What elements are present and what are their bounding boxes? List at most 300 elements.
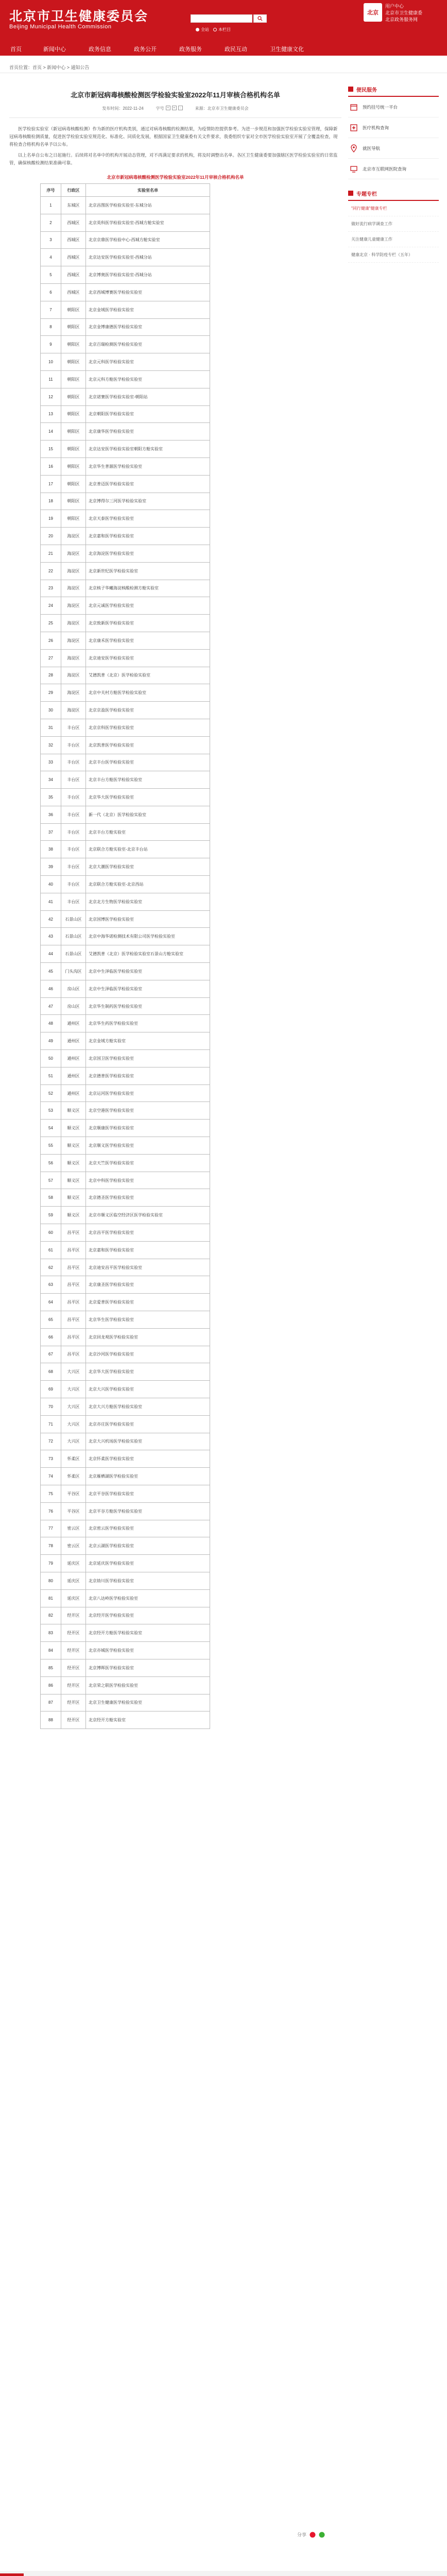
nav-gov-service[interactable]: 政务服务 — [179, 46, 202, 53]
row-district: 昌平区 — [61, 1241, 86, 1259]
article — [9, 77, 341, 1729]
table-row — [41, 1624, 210, 1642]
table-row — [41, 440, 210, 458]
row-index: 21 — [41, 545, 61, 562]
row-district: 丰台区 — [61, 719, 86, 736]
table-row — [41, 1015, 210, 1032]
row-district: 延庆区 — [61, 1555, 86, 1572]
row-lab-name: 新一代（北京）医学检验实验室 — [86, 806, 210, 823]
table-row — [41, 214, 210, 231]
row-district: 海淀区 — [61, 649, 86, 667]
row-lab-name: 北京华大医学检验实验室 — [86, 789, 210, 806]
row-index: 87 — [41, 1694, 61, 1711]
row-district: 通州区 — [61, 1050, 86, 1067]
table-row — [41, 493, 210, 510]
calendar-icon — [349, 103, 358, 112]
site-logo-text[interactable]: 北京市卫生健康委员会 — [9, 9, 149, 24]
row-index: 64 — [41, 1294, 61, 1311]
table-row — [41, 1433, 210, 1450]
row-index: 45 — [41, 963, 61, 980]
row-district: 朝阳区 — [61, 318, 86, 336]
row-index: 13 — [41, 405, 61, 423]
col-header-lab: 实验室名单 — [86, 184, 210, 197]
row-index: 58 — [41, 1189, 61, 1207]
table-row — [41, 545, 210, 562]
row-index: 72 — [41, 1433, 61, 1450]
table-row — [41, 1398, 210, 1415]
table-row — [41, 1450, 210, 1468]
row-lab-name: 北京元科医学检验实验室 — [86, 353, 210, 371]
table-row — [41, 1311, 210, 1329]
row-index: 75 — [41, 1485, 61, 1502]
row-index: 61 — [41, 1241, 61, 1259]
row-index: 6 — [41, 283, 61, 301]
site-header — [0, 0, 447, 56]
col-header-index: 序号 — [41, 184, 61, 197]
row-index: 18 — [41, 493, 61, 510]
table-row — [41, 1381, 210, 1398]
table-row — [41, 336, 210, 353]
row-district: 海淀区 — [61, 597, 86, 615]
row-index: 49 — [41, 1032, 61, 1050]
row-lab-name: 北京北方生物医学检验实验室 — [86, 893, 210, 910]
row-lab-name: 北京博奥医学检验实验室-西城分站 — [86, 266, 210, 284]
row-lab-name: 北京丰台医学检验实验室 — [86, 754, 210, 771]
row-district: 丰台区 — [61, 893, 86, 910]
table-row — [41, 1224, 210, 1242]
row-index: 31 — [41, 719, 61, 736]
topic-link[interactable]: 健康北京 · 科学防疫专栏（五年） — [348, 247, 439, 263]
row-index: 54 — [41, 1120, 61, 1137]
font-medium-icon[interactable]: = — [172, 106, 177, 110]
row-index: 11 — [41, 370, 61, 388]
row-lab-name: 北京大潮医学检验实验室 — [86, 858, 210, 876]
table-row — [41, 667, 210, 684]
table-row — [41, 1207, 210, 1224]
row-district: 丰台区 — [61, 789, 86, 806]
header-link-commission[interactable]: 北京市卫生健康委 — [385, 10, 423, 15]
topic-link[interactable]: 关注健康儿童健康工作 — [348, 232, 439, 247]
row-district: 昌平区 — [61, 1224, 86, 1242]
row-index: 19 — [41, 510, 61, 528]
row-district: 大兴区 — [61, 1398, 86, 1415]
row-district: 海淀区 — [61, 615, 86, 632]
table-row — [41, 1607, 210, 1624]
table-row — [41, 719, 210, 736]
footer-links-label — [0, 2573, 24, 2576]
row-index: 80 — [41, 1572, 61, 1589]
nav-gov-open[interactable]: 政务公开 — [134, 46, 157, 53]
row-lab-name: 北京华大医学检验实验室 — [86, 1363, 210, 1381]
table-row — [41, 1241, 210, 1259]
nav-interaction[interactable]: 政民互动 — [225, 46, 247, 53]
row-district: 石景山区 — [61, 928, 86, 945]
row-index: 1 — [41, 197, 61, 214]
row-index: 15 — [41, 440, 61, 458]
row-district: 海淀区 — [61, 684, 86, 702]
table-row — [41, 1589, 210, 1607]
breadcrumb[interactable]: 首页位置：首页 > 新闻中心 > 通知公告 — [9, 65, 90, 70]
row-district: 经开区 — [61, 1711, 86, 1729]
row-lab-name: 北京爱普医学检验实验室 — [86, 1294, 210, 1311]
row-lab-name: 北京康禾医学检验实验室 — [86, 632, 210, 649]
table-row — [41, 649, 210, 667]
row-lab-name: 北京荣之联医学检验实验室 — [86, 1676, 210, 1694]
section-marker-icon — [348, 191, 353, 196]
row-lab-name: 北京中海华诺检测技术有限公司医学检验实验室 — [86, 928, 210, 945]
table-row — [41, 1276, 210, 1294]
row-lab-name: 北京英科医学检验实验室-西城方舱实验室 — [86, 214, 210, 231]
col-header-district: 行政区 — [61, 184, 86, 197]
row-lab-name: 北京中生泽临医学检验实验室 — [86, 980, 210, 997]
row-index: 53 — [41, 1102, 61, 1120]
row-index: 55 — [41, 1137, 61, 1155]
row-district: 朝阳区 — [61, 301, 86, 318]
row-district: 石景山区 — [61, 945, 86, 963]
table-row — [41, 893, 210, 910]
search-button[interactable] — [253, 14, 267, 23]
row-district: 海淀区 — [61, 667, 86, 684]
row-index: 88 — [41, 1711, 61, 1729]
table-row — [41, 945, 210, 963]
row-index: 16 — [41, 457, 61, 475]
table-row — [41, 1120, 210, 1137]
row-lab-name: 北京京盈医学检验实验室 — [86, 702, 210, 719]
table-row — [41, 997, 210, 1015]
row-district: 西城区 — [61, 283, 86, 301]
radio-all-site[interactable]: 全站 — [196, 27, 209, 32]
row-lab-name: 北京亦庄医学检验实验室 — [86, 1415, 210, 1433]
row-index: 22 — [41, 562, 61, 580]
row-index: 2 — [41, 214, 61, 231]
row-lab-name: 北京博得尔三河医学检验实验室 — [86, 493, 210, 510]
row-district: 顺义区 — [61, 1120, 86, 1137]
row-lab-name: 北京空港医学检验实验室 — [86, 1102, 210, 1120]
row-district: 密云区 — [61, 1520, 86, 1537]
row-lab-name: 北京联合方舱实验室-北京西站 — [86, 876, 210, 893]
row-index: 47 — [41, 997, 61, 1015]
row-district: 朝阳区 — [61, 388, 86, 405]
table-row — [41, 1676, 210, 1694]
row-index: 33 — [41, 754, 61, 771]
table-row — [41, 457, 210, 475]
table-row — [41, 1259, 210, 1276]
row-lab-name: 北京卫生健康医学检验实验室 — [86, 1694, 210, 1711]
row-district: 朝阳区 — [61, 370, 86, 388]
row-lab-name: 北京昌平医学检验实验室 — [86, 1224, 210, 1242]
row-district: 朝阳区 — [61, 510, 86, 528]
nav-news[interactable]: 新闻中心 — [43, 46, 66, 53]
row-index: 73 — [41, 1450, 61, 1468]
row-index: 82 — [41, 1607, 61, 1624]
row-index: 35 — [41, 789, 61, 806]
row-index: 24 — [41, 597, 61, 615]
row-district: 西城区 — [61, 249, 86, 266]
table-row — [41, 1154, 210, 1172]
row-lab-name: 北京京科医学检验实验室 — [86, 719, 210, 736]
row-index: 65 — [41, 1311, 61, 1329]
row-lab-name: 北京市顺义区临空经济区医学检验实验室 — [86, 1207, 210, 1224]
hospital-icon — [349, 123, 358, 132]
row-index: 46 — [41, 980, 61, 997]
table-row — [41, 1468, 210, 1485]
row-lab-name: 北京西城博赛医学检验实验室 — [86, 283, 210, 301]
row-lab-name: 北京怀柔医学检验实验室 — [86, 1450, 210, 1468]
row-index: 23 — [41, 580, 61, 597]
row-index: 10 — [41, 353, 61, 371]
row-lab-name: 北京金博康德医学检验实验室 — [86, 318, 210, 336]
weibo-share-icon[interactable] — [310, 2532, 316, 2538]
row-index: 59 — [41, 1207, 61, 1224]
table-row — [41, 370, 210, 388]
row-index: 4 — [41, 249, 61, 266]
table-row — [41, 580, 210, 597]
topic-link[interactable]: 做好流行病学调查工作 — [348, 216, 439, 232]
search-icon — [257, 16, 263, 21]
table-row — [41, 963, 210, 980]
row-district: 经开区 — [61, 1607, 86, 1624]
row-lab-name: 艾德凯普（北京）医学检验实验室 — [86, 667, 210, 684]
row-index: 63 — [41, 1276, 61, 1294]
row-district: 大兴区 — [61, 1363, 86, 1381]
header-link-user-center[interactable]: 用户中心 — [385, 4, 404, 9]
row-index: 43 — [41, 928, 61, 945]
font-small-icon[interactable]: - — [178, 106, 183, 110]
row-index: 48 — [41, 1015, 61, 1032]
row-lab-name: 北京核子华曦海淀核酸检测方舱实验室 — [86, 580, 210, 597]
row-index: 41 — [41, 893, 61, 910]
row-district: 延庆区 — [61, 1589, 86, 1607]
row-lab-name: 北京国博医学检验实验室 — [86, 910, 210, 928]
table-row — [41, 823, 210, 841]
table-row — [41, 1694, 210, 1711]
row-lab-name: 北京百瑞检测医学检验实验室 — [86, 336, 210, 353]
row-district: 门头沟区 — [61, 963, 86, 980]
row-index: 51 — [41, 1067, 61, 1084]
table-row — [41, 1711, 210, 1729]
row-index: 86 — [41, 1676, 61, 1694]
row-district: 昌平区 — [61, 1259, 86, 1276]
table-row — [41, 197, 210, 214]
row-district: 朝阳区 — [61, 336, 86, 353]
row-index: 29 — [41, 684, 61, 702]
row-district: 大兴区 — [61, 1433, 86, 1450]
table-row — [41, 249, 210, 266]
row-district: 丰台区 — [61, 806, 86, 823]
table-row — [41, 702, 210, 719]
row-index: 32 — [41, 736, 61, 754]
radio-this-column[interactable]: 本栏目 — [213, 27, 231, 32]
nav-home[interactable]: 首页 — [10, 46, 22, 53]
page-title: 北京市新冠病毒核酸检测医学检验实验室2022年11月审核合格机构名单 — [71, 91, 280, 99]
row-district: 丰台区 — [61, 841, 86, 858]
row-lab-name: 北京丰台方舱实验室 — [86, 823, 210, 841]
search-scope — [196, 27, 231, 32]
row-index: 12 — [41, 388, 61, 405]
header-link-gov-service[interactable]: 北京政务服务网 — [385, 17, 418, 22]
table-row — [41, 510, 210, 528]
row-district: 石景山区 — [61, 910, 86, 928]
row-lab-name: 北京凯普医学检验实验室 — [86, 736, 210, 754]
row-index: 79 — [41, 1555, 61, 1572]
row-district: 朝阳区 — [61, 423, 86, 440]
table-row — [41, 1415, 210, 1433]
table-row — [41, 1328, 210, 1346]
table-row — [41, 1520, 210, 1537]
table-row — [41, 789, 210, 806]
row-lab-name: 北京康圣医学检验实验室 — [86, 1276, 210, 1294]
row-index: 83 — [41, 1624, 61, 1642]
table-row — [41, 736, 210, 754]
row-index: 84 — [41, 1642, 61, 1659]
row-lab-name: 北京经开方舱实验室 — [86, 1711, 210, 1729]
table-row — [41, 318, 210, 336]
table-row — [41, 1050, 210, 1067]
row-lab-name: 北京沙河医学检验实验室 — [86, 1346, 210, 1363]
row-index: 50 — [41, 1050, 61, 1067]
row-index: 71 — [41, 1415, 61, 1433]
row-lab-name: 北京大兴方舱医学检验实验室 — [86, 1398, 210, 1415]
table-row — [41, 1294, 210, 1311]
row-index: 60 — [41, 1224, 61, 1242]
row-district: 通州区 — [61, 1015, 86, 1032]
row-district: 丰台区 — [61, 771, 86, 789]
search-input[interactable] — [191, 14, 252, 23]
row-lab-name: 北京海淀医学检验实验室 — [86, 545, 210, 562]
row-district: 通州区 — [61, 1084, 86, 1102]
row-lab-name: 北京密云医学检验实验室 — [86, 1520, 210, 1537]
row-lab-name: 北京京鼎医学检验中心-西城方舱实验室 — [86, 231, 210, 249]
table-row — [41, 928, 210, 945]
row-district: 东城区 — [61, 197, 86, 214]
table-title: 北京市新冠病毒核酸检测医学检验实验室2022年11月审核合格机构名单 — [107, 175, 244, 180]
row-district: 房山区 — [61, 980, 86, 997]
row-district: 丰台区 — [61, 876, 86, 893]
table-row — [41, 405, 210, 423]
row-lab-name: 北京华生普源医学检验实验室 — [86, 457, 210, 475]
row-index: 62 — [41, 1259, 61, 1276]
row-district: 朝阳区 — [61, 405, 86, 423]
table-row — [41, 1555, 210, 1572]
row-lab-name: 北京元科方舱医学检验实验室 — [86, 370, 210, 388]
location-pin-icon — [349, 144, 358, 153]
row-district: 平谷区 — [61, 1485, 86, 1502]
wechat-share-icon[interactable] — [319, 2532, 325, 2538]
row-district: 海淀区 — [61, 702, 86, 719]
row-index: 56 — [41, 1154, 61, 1172]
row-district: 顺义区 — [61, 1189, 86, 1207]
row-district: 经开区 — [61, 1642, 86, 1659]
table-row — [41, 876, 210, 893]
row-district: 通州区 — [61, 1067, 86, 1084]
table-row — [41, 1572, 210, 1589]
row-district: 朝阳区 — [61, 440, 86, 458]
row-district: 丰台区 — [61, 754, 86, 771]
row-lab-name: 北京顺康医学检验实验室 — [86, 1120, 210, 1137]
font-large-icon[interactable]: + — [166, 106, 170, 110]
section-marker-icon — [348, 87, 353, 92]
row-index: 77 — [41, 1520, 61, 1537]
table-row — [41, 1084, 210, 1102]
row-district: 延庆区 — [61, 1572, 86, 1589]
row-lab-name: 北京回龙观医学检验实验室 — [86, 1328, 210, 1346]
row-district: 昌平区 — [61, 1311, 86, 1329]
sidebar-item-internet-hospital[interactable]: 北京市互联网医院查询 — [348, 159, 439, 179]
row-index: 9 — [41, 336, 61, 353]
sidebar-item-appointment[interactable]: 预约挂号统一平台 — [348, 97, 439, 117]
row-lab-name: 北京迪安昌平医学检验实验室 — [86, 1259, 210, 1276]
table-row — [41, 615, 210, 632]
topic-link[interactable]: "同行健康"健康专栏 — [348, 201, 439, 216]
row-index: 20 — [41, 528, 61, 545]
row-district: 海淀区 — [61, 528, 86, 545]
sidebar — [348, 77, 439, 263]
table-row — [41, 423, 210, 440]
row-lab-name: 北京诺赛医学检验实验室-朝阳站 — [86, 388, 210, 405]
table-row — [41, 1502, 210, 1520]
table-row — [41, 1642, 210, 1659]
sidebar-header-topics: 专题专栏 — [348, 187, 439, 201]
row-lab-name: 北京德普医学检验实验室 — [86, 1067, 210, 1084]
article-source: 来源：北京市卫生健康委员会 — [195, 106, 249, 111]
row-district: 朝阳区 — [61, 475, 86, 493]
row-district: 经开区 — [61, 1624, 86, 1642]
row-district: 密云区 — [61, 1537, 86, 1555]
sidebar-item-institution-search[interactable]: 医疗机构查询 — [348, 117, 439, 138]
row-district: 西城区 — [61, 266, 86, 284]
row-index: 74 — [41, 1468, 61, 1485]
row-district: 朝阳区 — [61, 493, 86, 510]
nav-gov-info[interactable]: 政务信息 — [89, 46, 111, 53]
row-lab-name: 北京联合方舱实验室-北京丰台站 — [86, 841, 210, 858]
sidebar-item-navigation[interactable]: 就医导航 — [348, 138, 439, 159]
row-lab-name: 北京顺义医学检验实验室 — [86, 1137, 210, 1155]
table-row — [41, 841, 210, 858]
font-size-controls: 字号 + = - — [156, 106, 183, 111]
row-lab-name: 北京华生制药医学检验实验室 — [86, 997, 210, 1015]
row-index: 39 — [41, 858, 61, 876]
row-lab-name: 北京平谷方舱医学检验实验室 — [86, 1502, 210, 1520]
nav-culture[interactable]: 卫生健康文化 — [270, 46, 304, 53]
row-district: 平谷区 — [61, 1502, 86, 1520]
row-index: 52 — [41, 1084, 61, 1102]
beijing-badge-icon[interactable]: 北京 — [364, 3, 382, 22]
row-index: 5 — [41, 266, 61, 284]
table-row — [41, 910, 210, 928]
row-lab-name: 北京云湖医学检验实验室 — [86, 1537, 210, 1555]
row-district: 海淀区 — [61, 632, 86, 649]
table-row — [41, 562, 210, 580]
table-row — [41, 231, 210, 249]
row-lab-name: 北京迪安医学检验实验室 — [86, 649, 210, 667]
row-index: 25 — [41, 615, 61, 632]
row-index: 30 — [41, 702, 61, 719]
table-row — [41, 1189, 210, 1207]
footer-links — [0, 2571, 447, 2576]
row-index: 85 — [41, 1659, 61, 1676]
row-district: 怀柔区 — [61, 1450, 86, 1468]
row-district: 经开区 — [61, 1694, 86, 1711]
row-lab-name: 北京德圣医学检验实验室 — [86, 1189, 210, 1207]
row-index: 40 — [41, 876, 61, 893]
row-index: 57 — [41, 1172, 61, 1189]
row-lab-name: 北京朝阳医学检验实验室 — [86, 405, 210, 423]
row-lab-name: 北京嘉和医学检验实验室 — [86, 1241, 210, 1259]
row-lab-name: 北京达安医学检验实验室朝阳方舱实验室 — [86, 440, 210, 458]
row-district: 顺义区 — [61, 1102, 86, 1120]
main-nav — [0, 43, 447, 55]
row-lab-name: 艾德凯普（北京）医学检验实验室石景山方舱实验室 — [86, 945, 210, 963]
